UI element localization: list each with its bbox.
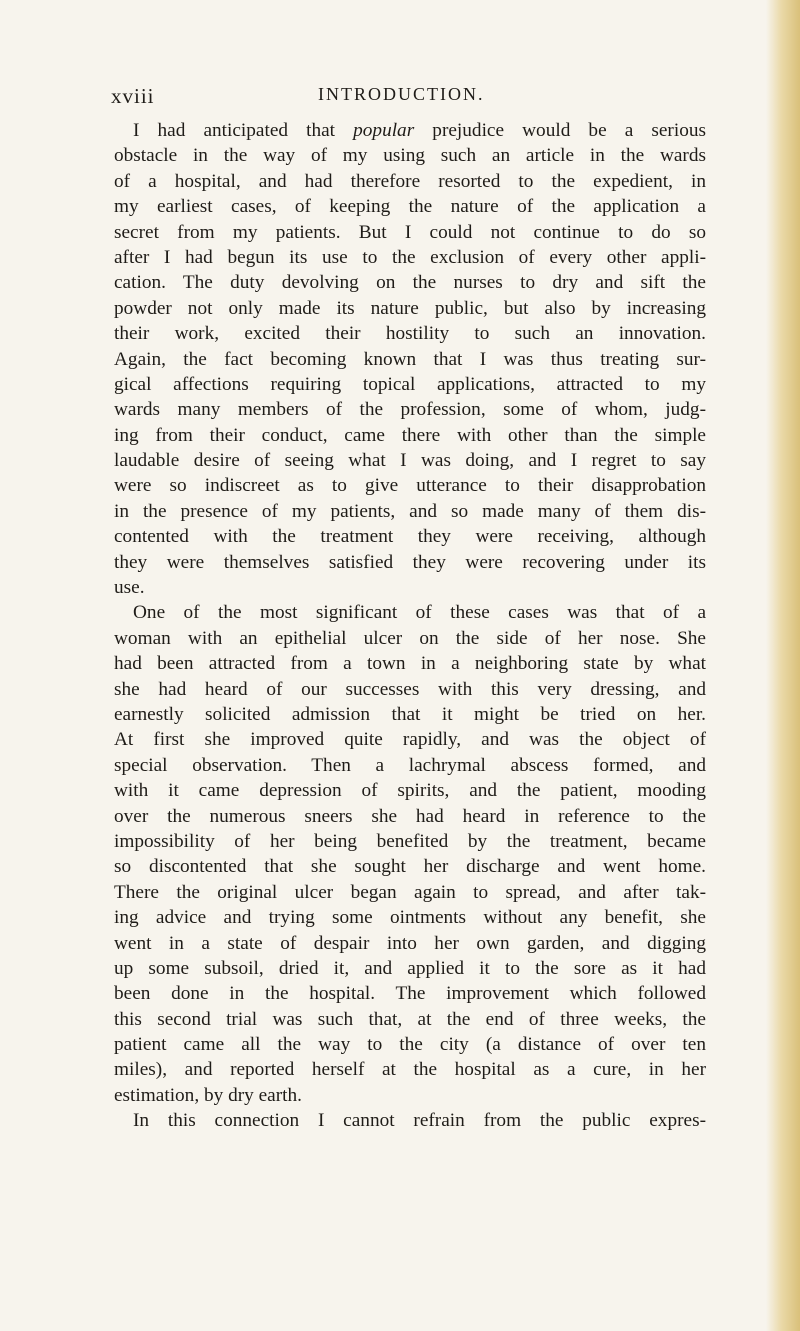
text-segment: contented with the treatment they were receiving, although	[114, 526, 706, 548]
text-line	[114, 473, 706, 498]
text-line	[114, 321, 706, 346]
text-segment: secret from my patients. But I could not continue to do so	[114, 221, 706, 243]
text-segment: gical affections requiring topical applications, attracted to my	[114, 373, 706, 395]
text-line	[114, 1057, 706, 1082]
text-line	[114, 575, 706, 600]
text-line	[114, 220, 706, 245]
text-line	[114, 829, 706, 854]
text-segment: in the presence of my patients, and so made many of them dis-	[114, 500, 706, 522]
text-line	[114, 270, 706, 295]
text-segment: laudable desire of seeing what I was doing, and I regret to say	[114, 450, 706, 472]
body-text	[114, 118, 706, 1134]
text-segment: their work, excited their hostility to such an innovation.	[114, 323, 706, 345]
text-segment: obstacle in the way of my using such an article in the wards	[114, 145, 706, 167]
text-segment: ing advice and trying some ointments without any benefit, she	[114, 907, 706, 929]
text-segment: At first she improved quite rapidly, and was the object of	[114, 729, 706, 751]
text-line	[114, 626, 706, 651]
text-segment: of a hospital, and had therefore resorted to the expedient, in	[114, 170, 706, 192]
text-line	[114, 600, 706, 625]
text-segment: powder not only made its nature public, but also by increasing	[114, 297, 706, 319]
text-line	[114, 1032, 706, 1057]
text-segment: wards many members of the profession, some of whom, judg-	[114, 399, 706, 421]
text-line	[114, 245, 706, 270]
text-line	[114, 677, 706, 702]
text-line	[114, 550, 706, 575]
text-segment: use.	[114, 577, 145, 599]
text-segment: One of the most significant of these cases was that of a	[133, 602, 706, 624]
text-line	[114, 931, 706, 956]
text-segment: after I had begun its use to the exclusion of every other appli-	[114, 246, 706, 268]
section-title: INTRODUCTION.	[318, 84, 485, 104]
text-segment: went in a state of despair into her own garden, and digging	[114, 932, 706, 954]
text-line	[114, 753, 706, 778]
text-line	[114, 524, 706, 549]
running-head	[111, 84, 705, 114]
text-line	[114, 423, 706, 448]
text-segment: cation. The duty devolving on the nurses to dry and sift the	[114, 272, 706, 294]
text-segment: earnestly solicited admission that it might be tried on her.	[114, 703, 706, 725]
text-line	[114, 956, 706, 981]
text-segment: estimation, by dry earth.	[114, 1084, 302, 1106]
text-line	[114, 727, 706, 752]
text-line	[114, 854, 706, 879]
text-segment: so discontented that she sought her discharge and went home.	[114, 856, 706, 878]
text-segment: up some subsoil, dried it, and applied it to the sore as it had	[114, 957, 706, 979]
text-line	[114, 778, 706, 803]
text-line	[114, 905, 706, 930]
text-segment: impossibility of her being benefited by the treatment, became	[114, 830, 706, 852]
text-segment: prejudice would be a serious	[414, 120, 706, 141]
text-segment: There the original ulcer began again to spread, and after tak-	[114, 881, 706, 903]
text-line	[114, 118, 706, 143]
text-line	[114, 1083, 706, 1108]
text-segment: In this connection I cannot refrain from the public expres-	[133, 1110, 706, 1132]
text-segment: ing from their conduct, came there with other than the simple	[114, 424, 706, 446]
text-segment: this second trial was such that, at the end of three weeks, the	[114, 1008, 706, 1030]
text-segment: my earliest cases, of keeping the nature of the application a	[114, 196, 706, 218]
text-line	[114, 1108, 706, 1133]
text-line	[114, 804, 706, 829]
text-line	[114, 143, 706, 168]
text-segment: she had heard of our successes with this very dressing, and	[114, 678, 706, 700]
text-segment: been done in the hospital. The improvement which followed	[114, 983, 706, 1005]
text-segment: were so indiscreet as to give utterance to their disapprobation	[114, 475, 706, 497]
text-line	[114, 1007, 706, 1032]
text-segment: woman with an epithelial ulcer on the side of her nose. She	[114, 627, 706, 649]
text-line	[114, 702, 706, 727]
text-line	[114, 194, 706, 219]
text-line	[114, 169, 706, 194]
text-line	[114, 499, 706, 524]
text-line	[114, 372, 706, 397]
text-line	[114, 448, 706, 473]
text-line	[114, 651, 706, 676]
text-segment: had been attracted from a town in a neighboring state by what	[114, 653, 706, 675]
text-segment: Again, the fact becoming known that I was thus treating sur-	[114, 348, 706, 370]
text-segment: I had anticipated that	[133, 120, 354, 141]
text-line	[114, 880, 706, 905]
text-segment: miles), and reported herself at the hospital as a cure, in her	[114, 1059, 706, 1081]
text-segment: they were themselves satisfied they were recovering under its	[114, 551, 706, 573]
text-segment: over the numerous sneers she had heard in reference to the	[114, 805, 706, 827]
page-edge-shading	[766, 0, 800, 1331]
text-line	[114, 296, 706, 321]
text-line	[114, 347, 706, 372]
page-number: xviii	[111, 84, 155, 108]
italic-text: popular	[353, 120, 415, 141]
text-line	[114, 397, 706, 422]
text-segment: special observation. Then a lachrymal abscess formed, and	[114, 754, 706, 776]
text-segment: with it came depression of spirits, and the patient, mooding	[114, 780, 706, 802]
text-line	[114, 981, 706, 1006]
text-segment: patient came all the way to the city (a distance of over ten	[114, 1034, 706, 1056]
